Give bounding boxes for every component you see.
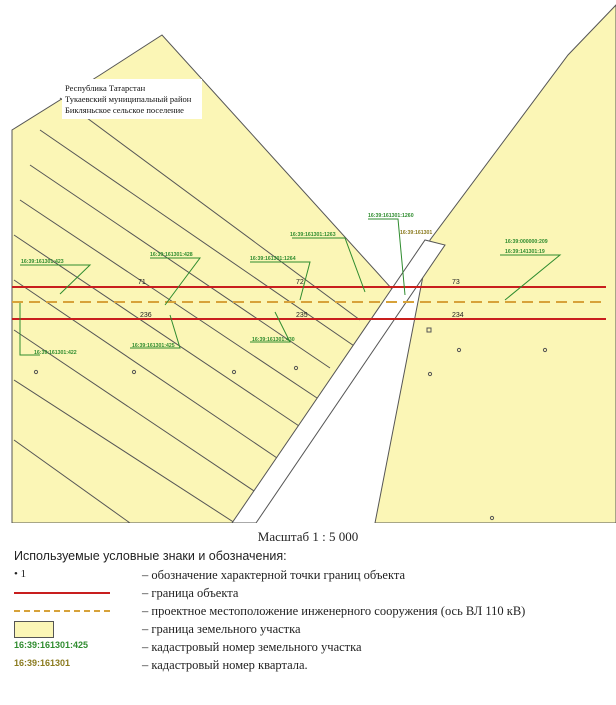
- cad-label: 16:39:000000:209: [505, 239, 548, 245]
- point-label: 71: [138, 279, 146, 286]
- admin-line-1: Республика Татарстан: [65, 83, 146, 93]
- point-label: 236: [140, 312, 152, 319]
- legend-row-axis: [14, 602, 604, 620]
- legend-row-parcel: [14, 620, 604, 638]
- cad-label: 16:39:161301:425: [132, 343, 175, 349]
- cad-label: 16:39:161301:430: [252, 337, 295, 343]
- quarter-number-sample: 16:39:161301: [14, 658, 71, 668]
- scale-caption: Масштаб 1 : 5 000: [257, 529, 359, 544]
- legend-text: – граница земельного участка: [142, 621, 301, 636]
- dashed-line-icon: [14, 610, 110, 612]
- cad-label: 16:39:161301:428: [150, 252, 193, 258]
- point-label: 234: [452, 312, 464, 319]
- legend: [14, 549, 604, 674]
- legend-text: – обозначение характерной точки границ объекта: [142, 567, 406, 582]
- cadastral-number-sample: 16:39:161301:425: [14, 640, 89, 650]
- admin-line-2: Тукаевский муниципальный район: [65, 94, 192, 104]
- admin-line-3: Бикляньское сельское поселение: [65, 105, 184, 115]
- legend-text: – граница объекта: [142, 585, 239, 600]
- legend-row-point: [14, 566, 604, 584]
- point-marker-icon: • 1: [14, 568, 27, 580]
- cad-label: 16:39:161301: [400, 230, 433, 236]
- legend-row-boundary: [14, 584, 604, 602]
- legend-title: Используемые условные знаки и обозначения:: [14, 549, 287, 563]
- legend-text: – проектное местоположение инженерного сооружения (ось ВЛ 110 кВ): [142, 603, 526, 618]
- legend-row-cad-quarter: [14, 656, 604, 674]
- legend-text: – кадастровый номер квартала.: [142, 657, 308, 672]
- legend-text: – кадастровый номер земельного участка: [142, 639, 362, 654]
- legend-row-cad-parcel: [14, 638, 604, 656]
- red-line-icon: [14, 592, 110, 594]
- cad-label: 16:39:161301:1260: [368, 213, 414, 219]
- point-label: 73: [452, 279, 460, 286]
- cad-label: 16:39:161301:423: [21, 259, 64, 265]
- cad-label: 16:39:161301:422: [34, 350, 77, 356]
- point-label: 235: [296, 312, 308, 319]
- cad-label: 16:39:161301:1263: [290, 232, 336, 238]
- point-label: 72: [296, 279, 304, 286]
- cad-label: 16:39:161301:1264: [250, 256, 296, 262]
- parcel-swatch-icon: [14, 621, 54, 638]
- cad-label: 16:39:141301:19: [505, 249, 545, 255]
